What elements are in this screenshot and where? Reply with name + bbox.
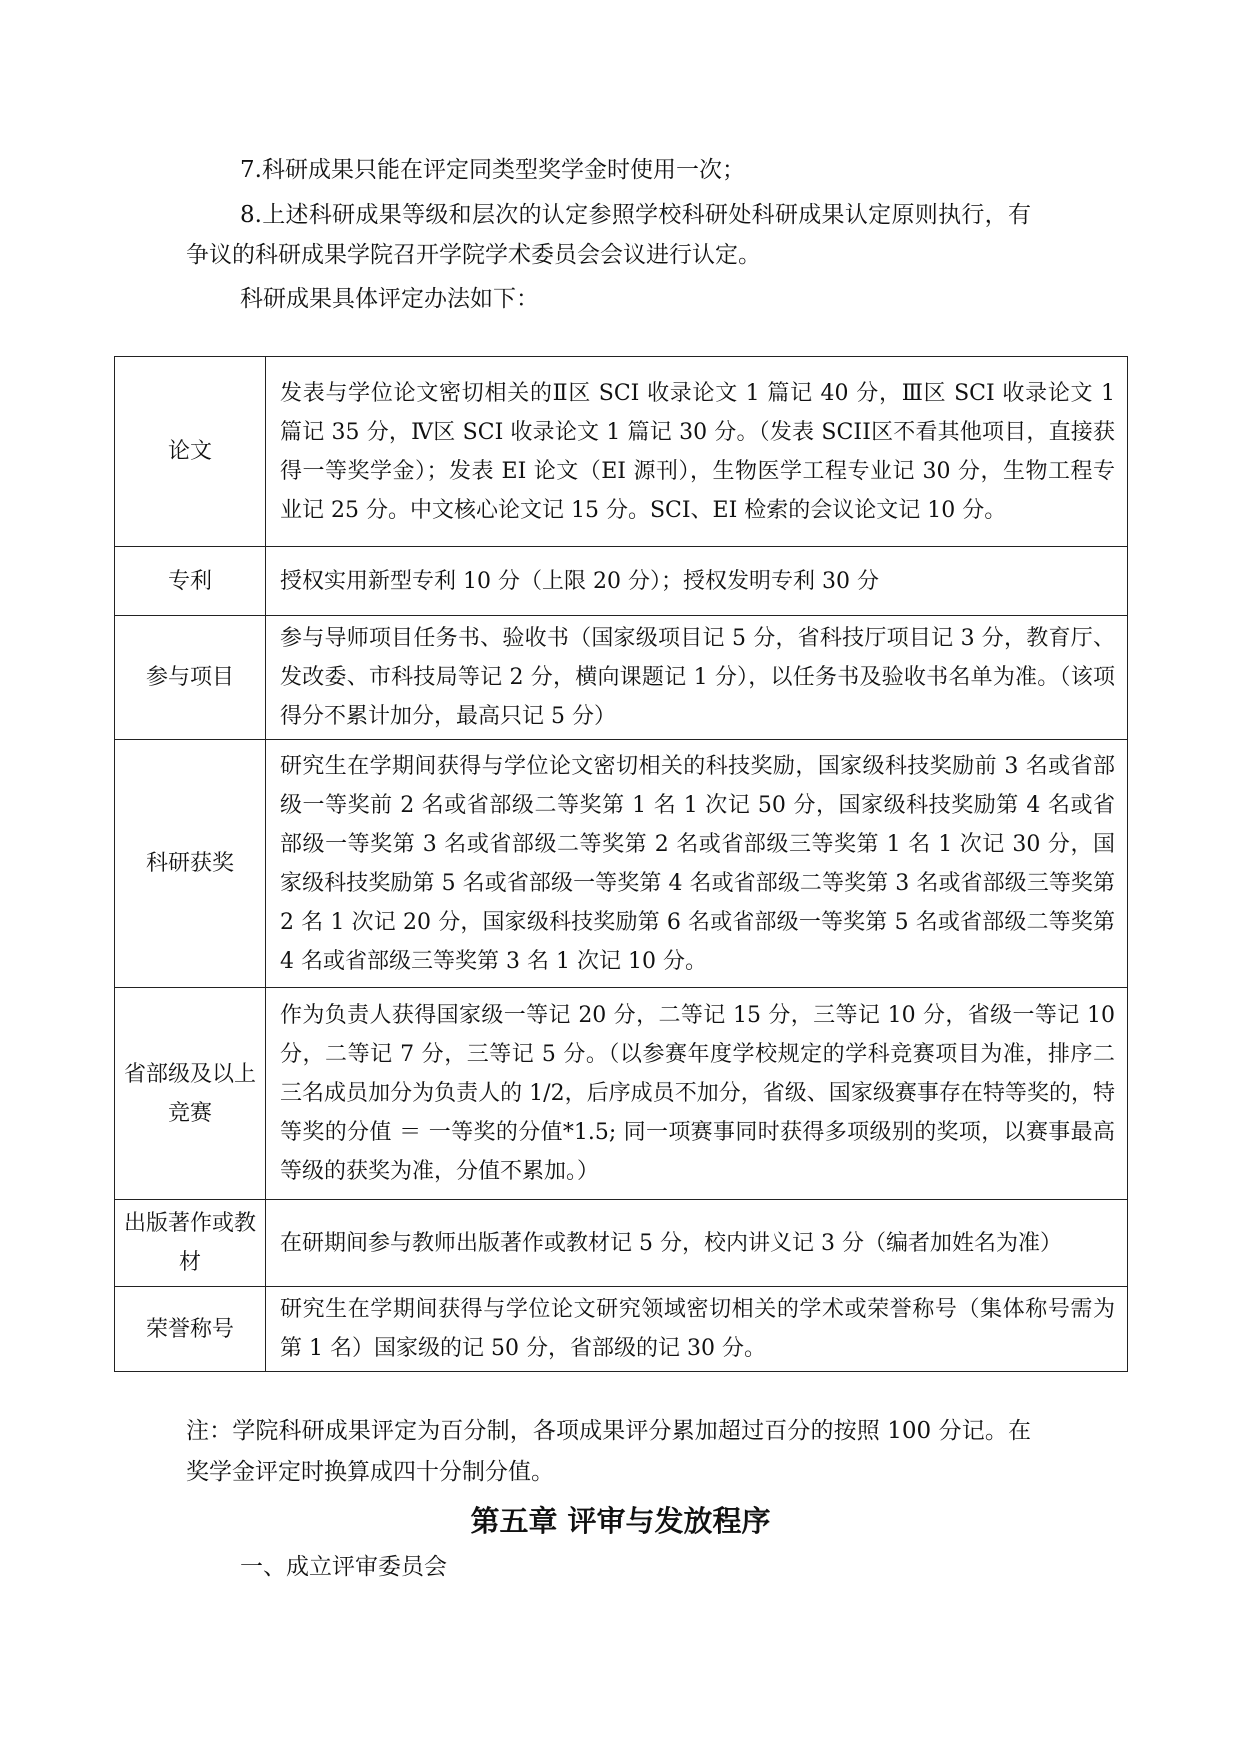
row-category: 论文	[115, 357, 266, 547]
rule-item-8: 8.上述科研成果等级和层次的认定参照学校科研处科研成果认定原则执行，有争议的科研成果学院召开学院学术委员会会议进行认定。	[186, 202, 1031, 268]
table-row	[115, 988, 1128, 1200]
table-footnote: 注：学院科研成果评定为百分制，各项成果评分累加超过百分的按照 100 分记。在奖学金评定时换算成四十分制分值。	[186, 1418, 1031, 1485]
table-row	[115, 740, 1128, 988]
table-row	[115, 616, 1128, 740]
chapter-heading: 第五章 评审与发放程序	[470, 1504, 771, 1538]
table-row	[115, 1287, 1128, 1372]
table-row	[115, 357, 1128, 547]
table-row	[115, 1200, 1128, 1287]
row-category: 省部级及以上竞赛	[115, 988, 266, 1200]
scoring-criteria-table	[114, 356, 1128, 1372]
row-description: 发表与学位论文密切相关的Ⅱ区 SCI 收录论文 1 篇记 40 分，Ⅲ区 SCI 收录论文 1 篇记 35 分，Ⅳ区 SCI 收录论文 1 篇记 30 分。（发表 SCIⅠ区不看其他项目，直接获得一等奖学金）；发表 EI 论文（EI 源刊），生物医学工程专业记 30 分，生物工程专业记 25 分。中文核心论文记 15 分。SCI、EI 检索的会议论文记 10 分。	[266, 357, 1128, 547]
row-description: 作为负责人获得国家级一等记 20 分，二等记 15 分，三等记 10 分，省级一等记 10 分，二等记 7 分，三等记 5 分。（以参赛年度学校规定的学科竞赛项目为准，排序二三名成员加分为负责人的 1/2，后序成员不加分，省级、国家级赛事存在特等奖的，特等奖的分值 ＝ 一等奖的分值*1.5; 同一项赛事同时获得多项级别的奖项，以赛事最高等级的获奖为准，分值不累加。）	[266, 988, 1128, 1200]
row-description: 授权实用新型专利 10 分（上限 20 分）；授权发明专利 30 分	[266, 547, 1128, 616]
row-category: 参与项目	[115, 616, 266, 740]
row-category: 出版著作或教材	[115, 1200, 266, 1287]
row-category: 荣誉称号	[115, 1287, 266, 1372]
section-heading: 一、成立评审委员会	[240, 1554, 447, 1580]
rule-item-7: 7.科研成果只能在评定同类型奖学金时使用一次；	[240, 157, 745, 183]
row-category: 科研获奖	[115, 740, 266, 988]
table-row	[115, 547, 1128, 616]
row-category: 专利	[115, 547, 266, 616]
row-description: 研究生在学期间获得与学位论文研究领域密切相关的学术或荣誉称号（集体称号需为第 1 名）国家级的记 50 分，省部级的记 30 分。	[266, 1287, 1128, 1372]
table-lead-text: 科研成果具体评定办法如下：	[240, 286, 539, 312]
row-description: 研究生在学期间获得与学位论文密切相关的科技奖励，国家级科技奖励前 3 名或省部级一等奖前 2 名或省部级二等奖第 1 名 1 次记 50 分，国家级科技奖励第 4 名或省部级一等奖第 3 名或省部级二等奖第 2 名或省部级三等奖第 1 名 1 次记 30 分，国家级科技奖励第 5 名或省部级一等奖第 4 名或省部级二等奖第 3 名或省部级三等奖第 2 名 1 次记 20 分，国家级科技奖励第 6 名或省部级一等奖第 5 名或省部级二等奖第 4 名或省部级三等奖第 3 名 1 次记 10 分。	[266, 740, 1128, 988]
row-description: 在研期间参与教师出版著作或教材记 5 分，校内讲义记 3 分（编者加姓名为准）	[266, 1200, 1128, 1287]
row-description: 参与导师项目任务书、验收书（国家级项目记 5 分，省科技厅项目记 3 分，教育厅、发改委、市科技局等记 2 分，横向课题记 1 分），以任务书及验收书名单为准。（该项得分不累计加分，最高只记 5 分）	[266, 616, 1128, 740]
